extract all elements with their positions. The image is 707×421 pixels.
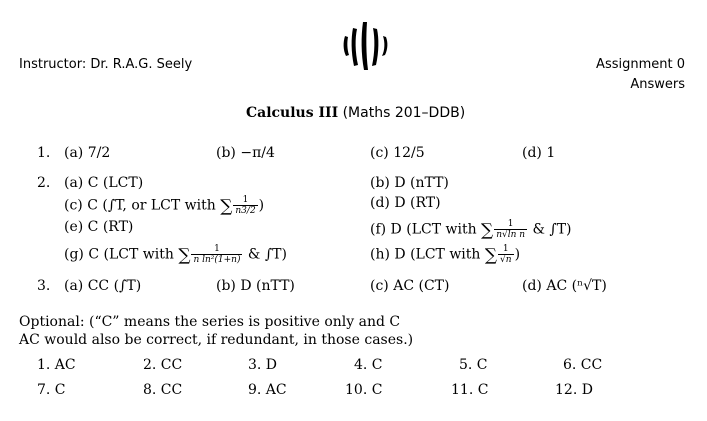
question-1-number: 1. (37, 145, 51, 161)
instructor-label: Instructor: Dr. R.A.G. Seely (19, 57, 193, 72)
answer-1b: (b) −π/4 (216, 145, 275, 161)
answer-1d: (d) 1 (522, 145, 556, 161)
page-title (246, 105, 465, 121)
sum-symbol: ∑ (484, 245, 498, 266)
fraction-denominator: √n (500, 255, 512, 265)
answer-2c-close: ) (258, 197, 265, 214)
optional-answer: 1. AC (37, 357, 76, 373)
fraction-numerator: 1 (242, 195, 249, 205)
optional-note-line-2: AC would also be correct, if redundant, in those cases.) (19, 332, 414, 348)
fraction-numerator: 1 (507, 219, 514, 229)
optional-answer: 2. CC (143, 357, 183, 373)
answer-2h-close: ) (514, 246, 521, 263)
optional-answer: 5. C (459, 357, 488, 373)
answer-2f-close: & ∫T) (528, 221, 572, 238)
optional-answer: 12. D (555, 382, 593, 398)
answer-2b: (b) D (nTT) (370, 175, 449, 191)
answer-1c: (c) 12/5 (370, 145, 425, 161)
optional-answer: 6. CC (563, 357, 603, 373)
sum-symbol: ∑ (481, 220, 494, 241)
fraction-numerator: 1 (214, 244, 220, 254)
fraction (233, 195, 257, 216)
answer-3a: (a) CC (∫T) (64, 278, 142, 294)
optional-answer: 3. D (248, 357, 278, 373)
answer-2f-text: (f) D (LCT with (370, 221, 482, 238)
optional-answer: 10. C (345, 382, 383, 398)
fraction (494, 219, 527, 240)
optional-answer: 9. AC (248, 382, 287, 398)
fraction-denominator: n3/2 (235, 206, 256, 216)
assignment-label: Assignment 0 (596, 57, 685, 72)
answer-1a: (a) 7/2 (64, 145, 111, 161)
fraction (191, 244, 242, 265)
fraction (498, 244, 514, 265)
optional-answer: 8. CC (143, 382, 183, 398)
question-3-number: 3. (37, 278, 51, 294)
university-logo (339, 20, 393, 72)
optional-answer: 11. C (451, 382, 489, 398)
fraction-denominator: n√ln n (496, 230, 526, 240)
answers-label: Answers (630, 77, 685, 92)
optional-note-line-1: Optional: (“C” means the series is positive only and C (19, 314, 401, 330)
answer-2e: (e) C (RT) (64, 219, 134, 235)
answer-2a: (a) C (LCT) (64, 175, 144, 191)
answer-2c (64, 195, 264, 217)
answer-2g (64, 244, 287, 266)
answer-2d: (d) D (RT) (370, 195, 441, 211)
fraction-numerator: 1 (502, 244, 509, 254)
answer-3c: (c) AC (CT) (370, 278, 450, 294)
course-code: (Maths 201–DDB) (338, 105, 466, 121)
optional-answer: 7. C (37, 382, 66, 398)
answer-2c-text: (c) C (∫T, or LCT with (64, 197, 221, 214)
answer-2g-text: (g) C (LCT with (64, 246, 179, 263)
question-2-number: 2. (37, 175, 51, 191)
fraction-denominator: n ln²(1+n) (193, 255, 241, 265)
answer-3d: (d) AC (ⁿ√T) (522, 278, 607, 294)
answer-2h-text: (h) D (LCT with (370, 246, 485, 263)
answer-2g-close: & ∫T) (243, 246, 287, 263)
answer-3b: (b) D (nTT) (216, 278, 295, 294)
course-name: Calculus III (246, 105, 339, 121)
answer-2h (370, 244, 520, 266)
sum-symbol: ∑ (178, 245, 191, 266)
answer-2f (370, 219, 572, 241)
optional-answer: 4. C (354, 357, 383, 373)
sum-symbol: ∑ (220, 196, 233, 217)
